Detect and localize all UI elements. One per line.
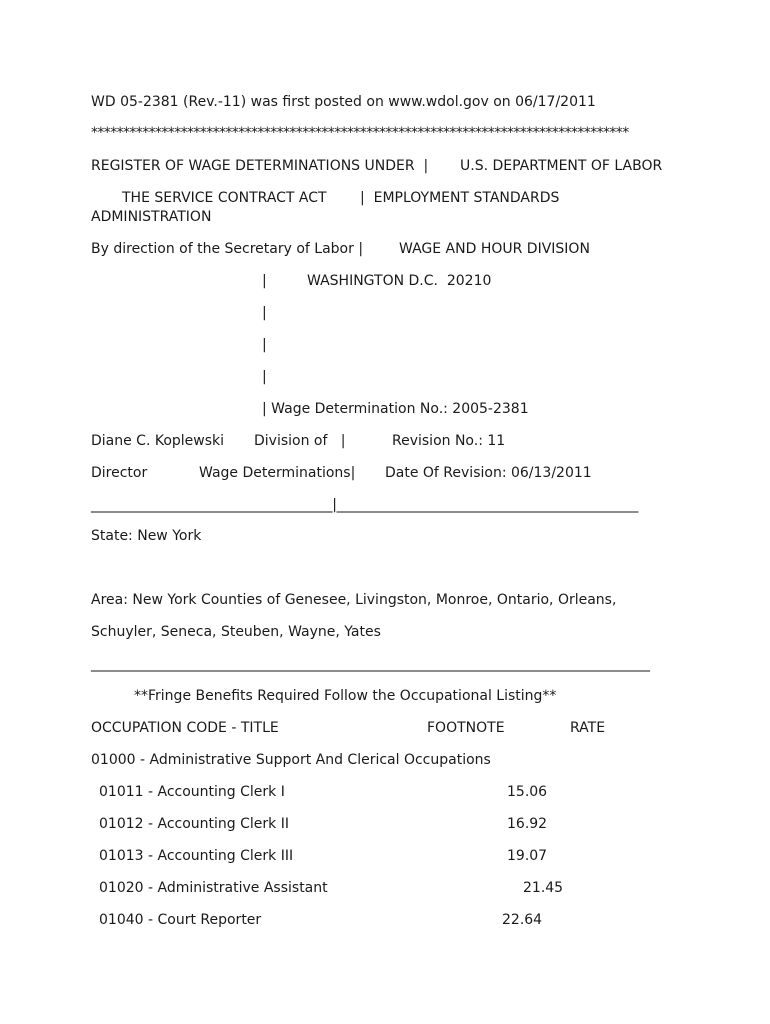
column-header-footnote: FOOTNOTE	[427, 720, 505, 736]
wage-determinations-label: Wage Determinations|	[199, 465, 356, 481]
date-of-revision: Date Of Revision: 06/13/2011	[385, 465, 592, 481]
washington-address: WASHINGTON D.C. 20210	[307, 273, 492, 289]
area-line-1: Area: New York Counties of Genesee, Livingston, Monroe, Ontario, Orleans,	[91, 592, 617, 608]
administration-label: ADMINISTRATION	[91, 209, 212, 225]
header-rule: ____________________________________|_____________________________________________	[91, 497, 639, 513]
revision-number: Revision No.: 11	[392, 433, 506, 449]
register-heading-left: REGISTER OF WAGE DETERMINATIONS UNDER |	[91, 158, 429, 174]
occupation-title: 01040 - Court Reporter	[99, 912, 262, 928]
fringe-benefits-note: **Fringe Benefits Required Follow the Occupational Listing**	[134, 688, 557, 704]
division-of-label: Division of |	[254, 433, 346, 449]
department-name: U.S. DEPARTMENT OF LABOR	[460, 158, 663, 174]
occupation-title: 01020 - Administrative Assistant	[99, 880, 328, 896]
column-header-rate: RATE	[570, 720, 606, 736]
occupation-rate: 19.07	[507, 848, 548, 864]
column-header-occupation: OCCUPATION CODE - TITLE	[91, 720, 279, 736]
star-divider: ************************************************************************************	[91, 125, 629, 141]
occupation-rate: 21.45	[523, 880, 564, 896]
wage-determination-number: | Wage Determination No.: 2005-2381	[262, 401, 529, 417]
occupation-rate: 16.92	[507, 816, 548, 832]
column-separator: |	[262, 305, 267, 321]
employment-standards: | EMPLOYMENT STANDARDS	[360, 190, 560, 206]
sca-heading: THE SERVICE CONTRACT ACT	[122, 190, 327, 206]
column-separator: |	[262, 273, 267, 289]
wage-hour-division: WAGE AND HOUR DIVISION	[399, 241, 590, 257]
section-rule: _________________________________________________________________________________	[91, 656, 650, 672]
column-separator: |	[262, 337, 267, 353]
signer-name: Diane C. Koplewski	[91, 433, 225, 449]
signer-title: Director	[91, 465, 148, 481]
occupation-rate: 22.64	[502, 912, 543, 928]
column-separator: |	[262, 369, 267, 385]
occupation-title: 01012 - Accounting Clerk II	[99, 816, 289, 832]
occupation-title: 01013 - Accounting Clerk III	[99, 848, 294, 864]
posted-line: WD 05-2381 (Rev.-11) was first posted on www.wdol.gov on 06/17/2011	[91, 94, 596, 110]
occupation-rate: 15.06	[507, 784, 548, 800]
direction-line: By direction of the Secretary of Labor |	[91, 241, 364, 257]
area-line-2: Schuyler, Seneca, Steuben, Wayne, Yates	[91, 624, 381, 640]
occupation-group-heading: 01000 - Administrative Support And Clerical Occupations	[91, 752, 491, 768]
occupation-title: 01011 - Accounting Clerk I	[99, 784, 285, 800]
state-line: State: New York	[91, 528, 202, 544]
